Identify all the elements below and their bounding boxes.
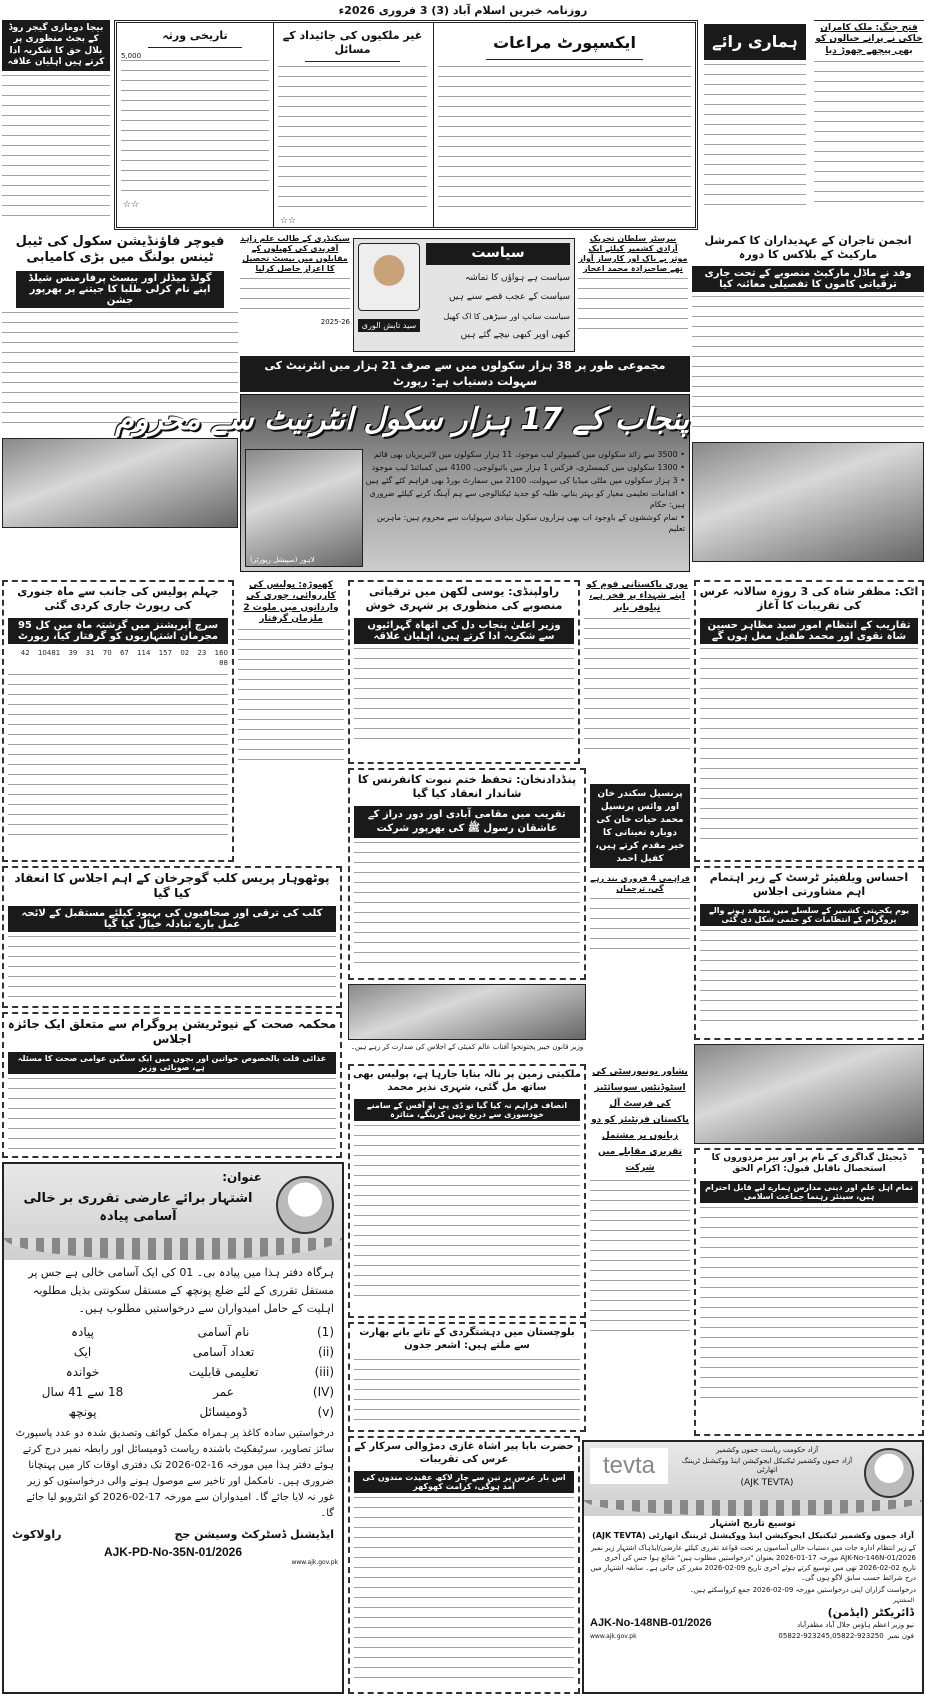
- bullet: • 3 ہزار سکولوں میں ملٹی میڈیا کی سہولت، 2100 میں سمارٹ بورڈ بھی فراہم کئے گئے ہیں: [365, 476, 685, 485]
- leaves-decoration: [4, 1238, 342, 1260]
- headline: سیکنڈری کے طالب علم زاہد آفریدی کی کھیلوں کے مقابلوں میں بیسٹ تحصیل کا اعزاز حاصل کرلیا: [240, 234, 350, 273]
- photo-caption: وزیر قانون خیبر پختونخوا آفتاب عالم کمیٹی کے اجلاس کی صدارت کر رہے ہیں۔: [350, 1043, 584, 1051]
- meeting-photo: [2, 438, 238, 528]
- editorial-title: ہماری رائے: [704, 24, 806, 60]
- org-abbr: (AJK TEVTA): [740, 1478, 794, 1488]
- bullet: • تمام کوششوں کے باوجود اب بھی ہزاروں سکول بنیادی سہولیات سے محروم ہیں: ماہرین تعلیم: [376, 513, 685, 533]
- subheadline: غذائی قلت بالخصوص خواتین اور بچوں میں ایک سنگین عوامی صحت کا مسئلہ ہے، صوبائی وزیر: [8, 1052, 336, 1074]
- jhelum-figures: 160 23 02 157 114 67 70 31 39 10481 42 88: [4, 646, 232, 670]
- anjuman-story: [692, 234, 924, 572]
- ad-title: اشتہار برائے عارضی تقرری بر خالی آسامی پیادہ: [23, 1191, 253, 1224]
- phone: 05822-923245,05822-923250: [778, 1632, 884, 1640]
- signatory: ایڈیشنل ڈسٹرکٹ وسیشن جج: [174, 1528, 334, 1541]
- ad-url: www.ajk.gov.pk: [291, 1559, 338, 1566]
- subheadline: وزیر اعلیٰ پنجاب دل کی اتھاہ گہرائیوں سے شکریہ ادا کرتے ہیں، اہلیان علاقہ: [354, 618, 574, 644]
- subheadline: تقریب میں مقامی آبادی اور دور دراز کے عاشقان رسول ﷺ کی بھرپور شرکت: [354, 806, 580, 838]
- phone-line: [778, 1632, 914, 1641]
- poet-name: سید تابش الوری: [358, 319, 420, 332]
- principal-story: پرنسپل سکندر خان اور وائس پرنسپل محمد حیات خان کی دوبارہ تعیناتی کا خیر مقدم کرتے ہیں، کفیل احمد: [590, 784, 690, 868]
- headline: احساس ویلفیئر ٹرسٹ کے زیر اہتمام اہم مشاورتی اجلاس: [709, 871, 909, 898]
- ad-url: www.ajk.gov.pk: [590, 1633, 637, 1640]
- headline: اٹک: مظفر شاہ کی 3 روزہ سالانہ عرس کی تقریبات کا آغاز: [699, 585, 919, 612]
- headline: فتح جنگ: ملک کامران خاکی نے پرانے جیالوں کو بھی پیچھے چھوڑ دیا: [814, 20, 924, 57]
- secondary-story: [240, 234, 350, 352]
- address: نیو وزیر اعظم ہاؤس جلال آباد مظفرآباد: [796, 1621, 914, 1629]
- attock-story: [694, 580, 924, 862]
- peshawar-uni-story: [590, 1064, 690, 1434]
- ad-label: عنوان:: [222, 1170, 262, 1184]
- headline: فیوچر فاؤنڈیشن سکول کی ٹیبل ٹینس بولنگ میں بڑی کامیابی: [15, 234, 225, 266]
- ad-body: درخواستیں سادہ کاغذ پر ہمراہ مکمل کوائف وتصدیق شدہ دو عدد پاسپورٹ سائز تصاویر، سرٹیفکیٹ باشندہ ریاست ڈومیسائل اور رابطہ نمبر درج کرتے ہوئے دفتر ہذا میں مورخہ 16-02-2026 تک دفتری اوقات کار میں پہنچانا ضروری ہیں۔ نامکمل اور تاخیر سے موصول ہونے والی درخواستوں کو زیر غور نہ لایا جائے گا۔ امیدواران سے مورخہ 17-02-2026 کو انٹرویو لیا جائے گا۔: [15, 1428, 334, 1519]
- ehsas-story: [694, 866, 924, 1040]
- headline: پشاور یونیورسٹی کی اسٹوڈنٹس سوسائٹیز کی فرسٹ آل پاکستان فرنٹیئر کو دو زبانوں پر مشتمل تقریری مقابلے میں شرکت: [591, 1067, 689, 1173]
- balochistan-story: [348, 1322, 586, 1432]
- stars: ☆☆: [123, 199, 140, 210]
- poem-line: کبھی اوپر کبھی نیچے گئے ہیں: [460, 330, 570, 340]
- headline: محکمہ صحت کے نیوٹریشن پروگرام سے متعلق ایک جائزہ اجلاس: [7, 1017, 337, 1046]
- bullet: • 1300 سکولوں میں کیمسٹری، فزکس 1 ہزار میں بائیولوجی، 4100 میں کمبائنڈ لیب موجود: [371, 463, 685, 472]
- headline: انجمن تاجران کے عہدیداران کا کمرشل مارکیٹ کے بلاکس کا دورہ: [704, 234, 912, 261]
- poem-line: سیاست سانپ اور سیڑھی کا اک کھیل: [443, 312, 570, 321]
- subheadline: اس بار عرس پر تین سے چار لاکھ عقیدت مندوں کی آمد ہوگی، کرامت کھوکھر: [354, 1471, 574, 1493]
- lead-headline: پنجاب کے 17 ہزار سکول انٹرنیٹ سے محروم: [115, 402, 689, 437]
- org-name-2: آزاد جموں وکشمیر ٹیکنیکل ایجوکیشن اینڈ ووکیشنل ٹریننگ اتھارٹی (AJK TEVTA): [592, 1531, 914, 1540]
- headline: پنڈدادنخان: تحفظ ختم نبوت کانفرنس کا شاندار انعقاد کیا گیا: [357, 773, 577, 800]
- poem-lines: [426, 269, 570, 345]
- pind-dadan-story: [348, 768, 586, 980]
- poem-line: سیاست ہے ہواؤں کا تماشہ: [464, 273, 570, 283]
- ghair-mulkiyon-column: [273, 23, 431, 227]
- headline: راولپنڈی: یوسی لکھن میں ترقیاتی منصوبے کی منظوری پر شہری خوش: [365, 585, 563, 612]
- poem-line: سیاست کے عجب قصے سنے ہیں: [448, 292, 570, 302]
- photo-credit: لاہور (سپیشل رپورٹر): [250, 556, 315, 564]
- ad-ref: AJK-PD-No-35N-01/2026: [103, 1545, 243, 1559]
- potohar-story: [2, 866, 342, 1008]
- ajk-emblem-icon: [864, 1448, 914, 1498]
- top-right-story: [814, 20, 924, 230]
- gov-name: آزاد حکومت ریاست جموں وکشمیر: [715, 1446, 819, 1454]
- subheadline: کلب کی ترقی اور صحافیوں کی بہبود کیلئے مستقبل کے لائحہ عمل بارے تبادلہ خیال کیا گیا: [8, 906, 336, 932]
- headline: ملکیتی زمین پر نالہ بنایا جارہا ہے، پولیس بھی ساتھ مل گئی، شہری نذیر محمد: [353, 1069, 581, 1093]
- mushtahir: المشتہر: [893, 1597, 914, 1604]
- ad-intro: ہرگاہ دفتر ہذا میں پیادہ بی۔ 01 کی ایک آسامی خالی ہے جس پر مستقل تقرری کے لئے ضلع پونچھ کے مستقل سکونتی بذیل مطلوبہ اہلیت کے حامل امیدواران سے درخواستیں مطلوب ہیں۔: [28, 1266, 334, 1315]
- lead-story: [115, 394, 690, 572]
- headline: فراہمی 4 فروری بند رہے گی، ترجمان: [590, 874, 690, 893]
- poet-photo: [358, 243, 420, 311]
- tevta-logo: tevta: [590, 1448, 668, 1484]
- ad-footer: [4, 1526, 342, 1543]
- figure: 5,000: [121, 51, 142, 60]
- bullet: • اقدامات تعلیمی معیار کو بہتر بنانے، طلبہ کو جدید ٹیکنالوجی سے ہم آہنگ کرنے کیلئے ضروری ہیں: حکام: [369, 489, 685, 509]
- subheadline: یوم یکجہتی کشمیر کے سلسلے میں منعقد ہونے والے پروگرام کے انتظامات کو حتمی شکل دی گئی: [700, 904, 918, 926]
- detail-row: (ii) تعداد آسامی ایک: [73, 1345, 334, 1359]
- director: ڈائریکٹر (ایڈمن): [827, 1606, 914, 1619]
- headline: کھیوڑہ: پولیس کی کارروائی، چوری کی وارداتوں میں ملوث 2 ملزمان گرفتار: [243, 580, 339, 624]
- detail-row: (IV) عمر 18 سے 41 سال: [41, 1385, 334, 1399]
- lead-kicker: مجموعی طور پر 38 ہزار سکولوں میں سے صرف 21 ہزار میں انٹرنیٹ کی سہولت دستیاب ہے: رپورٹ: [240, 356, 690, 392]
- khewra-story: [238, 580, 344, 776]
- headline: پوٹھوہار پریس کلب گوجرخان کے اہم اجلاس کا انعقاد کیا گیا: [14, 871, 330, 900]
- headline: حضرت بابا پیر اشاہ غازی دمڑوالی سرکار کے عرس کی تقریبات: [354, 1441, 574, 1465]
- snow-photo: [692, 442, 924, 562]
- lead-bullets: [365, 449, 685, 534]
- ajk-emblem-icon: [276, 1176, 334, 1234]
- subheadline: وفد نے ماڈل مارکیٹ منصوبے کے تحت جاری ترقیاتی کاموں کا تفصیلی معائنہ کیا: [692, 266, 924, 292]
- meeting-photo: [348, 984, 586, 1040]
- ad-details: [4, 1322, 342, 1422]
- ghair-mulkiyon-title: غیر ملکیوں کی جائیداد کے مسائل: [282, 29, 423, 56]
- year: 2025-26: [320, 318, 350, 326]
- rawalpindi-story: [348, 580, 580, 764]
- tareekhi-warsa-column: [117, 23, 273, 227]
- poem-title: سیاست: [426, 243, 570, 265]
- ad-body-2: درخواست گزاران اپنی درخواستیں مورخہ 09-02-2026 جمع کرواسکتے ہیں۔: [689, 1586, 916, 1594]
- headline: ڈیجیٹل گداگری کے نام پر اور بیز مزدوروں کا استحصال ناقابل قبول: اکرام الحق: [711, 1153, 907, 1175]
- masthead: روزنامہ خبریں اسلام آباد (3) 3 فروری 2026ء: [338, 4, 588, 17]
- story-body: [2, 75, 110, 225]
- milkiyati-story: [348, 1064, 586, 1318]
- jhelum-story: [2, 580, 234, 862]
- subheadline: تقاریب کے انتظام امور سید مظاہر حسین شاہ نقوی اور محمد طفیل مغل ہوں گے: [700, 618, 918, 644]
- headline: بیرسٹر سلطان تحریک آزادی کشمیر کیلئے ایک موثر بے باک اور کارساز آواز تھے صاحبزادہ محمد اعجاز: [578, 234, 688, 273]
- export-title: ایکسپورٹ مراعات: [493, 33, 636, 52]
- pakistani-qaum-story: [584, 580, 690, 780]
- headline: بیجا دومازی گیجر روڈ کے بجٹ منظوری پر بلال حق کا شکریہ ادا کرتے ہیں اہلیان علاقہ: [2, 20, 110, 71]
- tevta-ad: [582, 1440, 924, 1694]
- headline: جہلم پولیس کی جانب سے ماہ جنوری کی رپورٹ جاری کردی گئی: [17, 585, 219, 612]
- ad-title: توسیع تاریخ اشتہار: [710, 1519, 796, 1529]
- detail-row: (v) ڈومیسائل پونچھ: [68, 1405, 334, 1419]
- top-left-story: [2, 20, 110, 228]
- phone-label: فون نمبر: [887, 1632, 914, 1640]
- ad-footer: [584, 1597, 922, 1655]
- poem-box: [353, 238, 575, 352]
- headline: بلوچستان میں دہشتگردی کے تانے بانے بھارت سے ملتے ہیں: اشعر جدون: [359, 1327, 575, 1351]
- vacancy-ad: [2, 1162, 344, 1694]
- subheadline: سرچ آپریشنز میں گزشتہ ماہ میں کل 95 مجرمان اشتہاریوں کو گرفتار کیا، رپورٹ: [8, 618, 228, 644]
- subheadline: تمام اہل علم اور دینی مدارس ہمارے لیے قابل احترام ہیں، سینئر رہنما جماعت اسلامی: [700, 1181, 918, 1203]
- hazrat-story: [348, 1436, 580, 1694]
- headline: پوری پاکستانی قوم کو اپنے شہداء پر فخر ہے، نیلوفر بابر: [586, 580, 688, 613]
- top-features: [114, 20, 698, 230]
- subheadline: انصاف فراہم نہ کیا گیا تو ڈی پی او آفس کے سامنے خودسوزی سے دریغ نہیں کرینگے، متاثرہ: [354, 1099, 580, 1121]
- classroom-photo: [245, 449, 363, 567]
- org-name: آزاد جموں وکشمیر ٹیکنیکل ایجوکیشن اینڈ ووکیشنل ٹریننگ اتھارٹی: [681, 1457, 853, 1474]
- fariham-story: [590, 874, 690, 974]
- camp-photo: [694, 1044, 924, 1144]
- place: راولاکوٹ: [12, 1528, 62, 1541]
- subheadline: گولڈ میڈلز اور بیسٹ پرفارمنس شیلڈ اپنے نام کرلی طلبا کا جیتنے پر بھرپور جشن: [16, 271, 224, 308]
- bullet: • 3500 سے زائد سکولوں میں کمپیوٹر لیب موجود، 11 ہزار سکولوں میں لائبریریاں بھی قائم: [373, 450, 685, 459]
- leaves-decoration: [584, 1500, 922, 1516]
- detail-row: (1) نام آسامی پیادہ: [71, 1325, 334, 1339]
- digital-story: [694, 1148, 924, 1436]
- stars: ☆☆: [280, 215, 297, 226]
- tareekhi-warsa-title: تاریخی ورثہ: [162, 29, 228, 42]
- sehat-story: [2, 1012, 342, 1158]
- ad-ref: AJK-No-148NB-01/2026: [590, 1617, 712, 1629]
- export-column: [433, 23, 695, 227]
- barrister-story: [578, 234, 688, 352]
- ad-body: کے زیر انتظام ادارہ جات میں دستیاب خالی آسامیوں پر تحت قواعد تقرری کیلئے عارضی/ایڈہاک اشتہار زیر نمبر AJK-No-146N-01/2026 مورخہ 17-01-2026 بعنوان "درخواستیں مطلوب ہیں" شائع ہوا جس کی آخری تاریخ 02-02-2026 تھی میں توسیع کرتے ہوئے آخری تاریخ 09-02-2026 مقرر کی جاتی ہے۔ سابقہ اشتہار میں درج شرائط حسب سابق لاگو ہوں گی۔: [590, 1544, 916, 1582]
- editorial: [700, 20, 810, 230]
- detail-row: (iii) تعلیمی قابلیت خواندہ: [65, 1365, 334, 1379]
